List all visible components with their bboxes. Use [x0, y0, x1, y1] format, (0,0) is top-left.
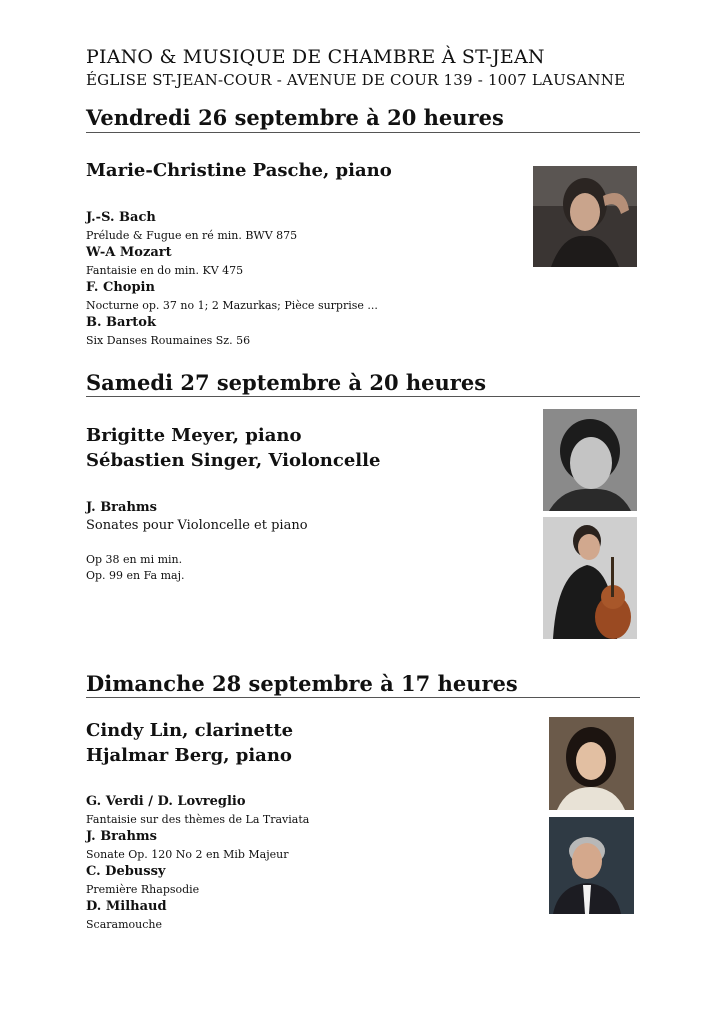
concert-1-artist-1: Marie-Christine Pasche, piano [86, 160, 392, 181]
concert-3-work-3: Première Rhapsodie [86, 883, 200, 896]
photo-brigitte-meyer [543, 409, 637, 511]
concert-3-date: Dimanche 28 septembre à 17 heures [86, 671, 518, 696]
concert-3-composer-4: D. Milhaud [86, 899, 167, 914]
concert-1-date: Vendredi 26 septembre à 20 heures [86, 105, 504, 130]
concert-1-composer-3: F. Chopin [86, 280, 155, 295]
photo-cindy-lin [549, 717, 634, 810]
concert-1-composer-1: J.-S. Bach [86, 210, 156, 225]
concert-3-artist-1: Cindy Lin, clarinette [86, 720, 294, 741]
concert-2-opus-1: Op 38 en mi min. [86, 553, 183, 566]
concert-2-opus-2: Op. 99 en Fa maj. [86, 569, 185, 582]
venue-address: ÉGLISE ST-JEAN-COUR - AVENUE DE COUR 139 - 1007 LAUSANNE [86, 71, 626, 89]
concert-3-work-4: Scaramouche [86, 918, 162, 931]
concert-2-artist-1: Brigitte Meyer, piano [86, 425, 302, 446]
concert-3-work-2: Sonate Op. 120 No 2 en Mib Majeur [86, 848, 289, 861]
concert-2-date: Samedi 27 septembre à 20 heures [86, 370, 487, 395]
page-title: PIANO & MUSIQUE DE CHAMBRE À ST-JEAN [86, 46, 545, 68]
photo-sebastien-singer [543, 517, 637, 639]
concert-3-artist-2: Hjalmar Berg, piano [86, 745, 292, 766]
concert-1-composer-2: W-A Mozart [86, 245, 172, 260]
concert-2-work-1: Sonates pour Violoncelle et piano [86, 518, 308, 533]
concert-3-composer-2: J. Brahms [86, 829, 157, 844]
concert-2-composer-1: J. Brahms [86, 500, 157, 515]
photo-marie-christine-pasche [533, 166, 637, 267]
concert-1-composer-4: B. Bartok [86, 315, 156, 330]
concert-3-divider [86, 697, 640, 698]
concert-3-work-1: Fantaisie sur des thèmes de La Traviata [86, 813, 310, 826]
concert-2-artist-2: Sébastien Singer, Violoncelle [86, 450, 381, 471]
photo-hjalmar-berg [549, 817, 634, 914]
concert-1-work-4: Six Danses Roumaines Sz. 56 [86, 334, 251, 347]
concert-1-work-1: Prélude & Fugue en ré min. BWV 875 [86, 229, 298, 242]
concert-1-work-3: Nocturne op. 37 no 1; 2 Mazurkas; Pièce surprise ... [86, 299, 378, 312]
concert-1-work-2: Fantaisie en do min. KV 475 [86, 264, 244, 277]
concert-1-divider [86, 132, 640, 133]
concert-3-composer-1: G. Verdi / D. Lovreglio [86, 794, 246, 809]
concert-2-divider [86, 396, 640, 397]
concert-3-composer-3: C. Debussy [86, 864, 166, 879]
